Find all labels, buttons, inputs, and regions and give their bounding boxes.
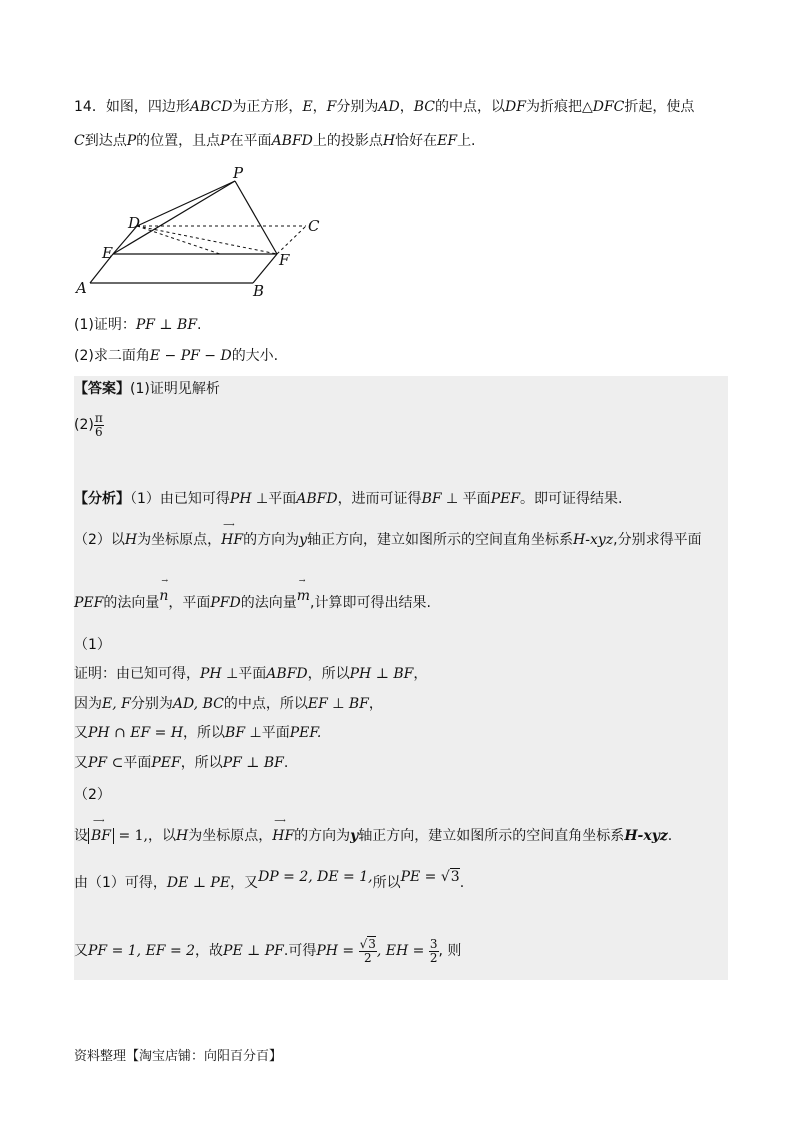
analysis-line-2 [74, 520, 702, 550]
abs-BF [88, 816, 114, 844]
math: PF ⊥ BF [222, 755, 284, 771]
text: 的位置，且点 [136, 133, 221, 149]
edge-FC [277, 226, 306, 254]
math: , EH = [376, 943, 429, 959]
vector-arrow-icon: ⟶ [93, 816, 105, 825]
math: y [350, 828, 359, 844]
math: H [124, 532, 138, 548]
text: ，以 [148, 828, 177, 844]
text: ，又 [230, 875, 259, 891]
text: 上的投影点 [312, 133, 383, 149]
text: 在平面 [229, 133, 272, 149]
text: (1)证明： [74, 317, 136, 333]
analysis-line-3 [74, 576, 431, 613]
footer-text: 资料整理【淘宝店铺：向阳百分百】 [74, 1049, 283, 1064]
text: 为坐标原点， [137, 532, 222, 548]
math: E, F [102, 696, 131, 712]
denominator: 6 [94, 424, 103, 439]
text: 恰好在 [395, 133, 438, 149]
math: PE = [400, 869, 441, 885]
math: BC [413, 99, 435, 115]
math: E [302, 99, 313, 115]
math: ABFD [266, 666, 308, 682]
text: 的法向量 [240, 595, 297, 611]
math: PEF [490, 491, 521, 507]
math: PF ⊂ [88, 755, 124, 771]
problem-line-1 [74, 97, 694, 117]
math: H [382, 133, 396, 149]
text: 的方向为 [243, 532, 300, 548]
math: PH [200, 666, 222, 682]
label-A: A [76, 279, 87, 297]
math: PH = [316, 943, 359, 959]
math: H-xyz [624, 828, 668, 844]
math: H [176, 828, 189, 844]
solution-line-3 [74, 723, 321, 743]
math: HF [221, 532, 244, 548]
solution-part-2-label [74, 785, 111, 805]
text: 为折痕把 [525, 99, 582, 115]
numerator: 3 [429, 936, 438, 951]
text: ,分别求得平面 [613, 532, 702, 548]
solution-part-1-label [74, 635, 111, 655]
label-P: P [233, 164, 244, 182]
math: PF = 1, EF = 2 [88, 943, 196, 959]
math: PE ⊥ PF [223, 943, 284, 959]
denominator: 2 [429, 950, 438, 965]
edge-DP [137, 181, 235, 226]
math: PH ∩ EF = H [88, 725, 184, 741]
vector-arrow-icon: ⟶ [223, 520, 235, 529]
numerator: √3 [359, 936, 376, 951]
vector-m [296, 576, 311, 606]
text: (2) [74, 417, 94, 433]
math: HF [272, 828, 295, 844]
text: 又 [74, 943, 88, 959]
text: 证明：由已知可得， [74, 666, 200, 682]
edge-DH [137, 226, 220, 254]
text: 上. [457, 133, 476, 149]
math: E − PF − D [149, 348, 232, 364]
math: n [159, 588, 169, 604]
math: DP = 2, DE = 1, [258, 869, 373, 885]
text: （1）由已知可得 [130, 491, 230, 507]
vector-arrow-icon: → [298, 576, 306, 585]
vector-n [159, 576, 169, 606]
math: BF [91, 828, 112, 844]
math: PF ⊥ BF [135, 317, 198, 333]
text: 轴正方向，建立如图所示的空间直角坐标系 [307, 532, 573, 548]
solution-line-4 [74, 753, 288, 773]
math: F [326, 99, 337, 115]
math: PFD [210, 595, 241, 611]
text: . [283, 755, 289, 771]
text: .可得 [283, 943, 317, 959]
math: C [74, 133, 85, 149]
text: ⊥平面 [251, 491, 297, 507]
math: PH [229, 491, 252, 507]
text: 。即可证得结果. [520, 491, 623, 507]
math: PH ⊥ BF [349, 666, 414, 682]
math: BF [348, 696, 369, 712]
text: ，所以 [307, 666, 350, 682]
text: 折起，使点 [624, 99, 695, 115]
solution-line-7 [74, 934, 461, 968]
text: 平面 [123, 755, 152, 771]
solution-line-2 [74, 694, 383, 714]
radicand: 3 [450, 869, 460, 885]
math: PEF. [289, 725, 322, 741]
text: 设 [74, 828, 88, 844]
text: 如图，四边形 [105, 99, 190, 115]
vector-arrow-icon: → [161, 576, 169, 585]
text: ，平面 [168, 595, 211, 611]
text: ， [368, 696, 383, 712]
vector-HF [272, 816, 295, 846]
text: （1） [74, 637, 111, 653]
question-1 [74, 315, 202, 335]
text: ⊥平面 [245, 725, 290, 741]
text: ，进而可证得 [337, 491, 422, 507]
label-D: D [128, 214, 141, 232]
problem-number: 14． [74, 99, 106, 115]
text: ， [312, 99, 327, 115]
answer-line-2 [74, 410, 104, 440]
text: 轴正方向，建立如图所示的空间直角坐标系 [358, 828, 625, 844]
fraction-pi-over-6 [94, 412, 104, 439]
text: , 则 [438, 943, 462, 959]
edge-BF [253, 254, 277, 283]
text: 的大小. [231, 348, 279, 364]
vector-arrow-icon: ⟶ [274, 816, 286, 825]
solution-line-1 [74, 664, 427, 684]
math: P [126, 133, 137, 149]
text: (2)求二面角 [74, 348, 150, 364]
math: PEF [151, 755, 181, 771]
math: y [299, 532, 307, 548]
math: AD [378, 99, 400, 115]
answer-tag: 【答案】 [74, 381, 130, 397]
fraction-sqrt3-over-2 [359, 938, 377, 965]
text: 由（1）可得， [74, 875, 167, 891]
text: ，所以 [183, 725, 226, 741]
footer-source [74, 1047, 282, 1067]
math: DF [505, 99, 526, 115]
text: . [197, 317, 202, 333]
answer-line-1 [74, 379, 220, 399]
text: ,计算即可得出结果. [310, 595, 431, 611]
text: . [459, 875, 465, 891]
label-C: C [308, 217, 320, 235]
text: 分别为 [336, 99, 379, 115]
math: ABFD [271, 133, 313, 149]
text: 的方向为 [294, 828, 351, 844]
label-B: B [253, 282, 265, 300]
question-2 [74, 346, 278, 366]
math: m [296, 588, 311, 604]
text: ⊥ [327, 696, 349, 712]
text: 为坐标原点， [188, 828, 273, 844]
text: 的法向量 [103, 595, 160, 611]
text: （2）以 [74, 532, 125, 548]
math: BF [421, 491, 442, 507]
math: AD, BC [172, 696, 224, 712]
denominator: 2 [363, 950, 372, 965]
math: P [220, 133, 230, 149]
vector-HF [221, 520, 244, 550]
math: PEF [74, 595, 104, 611]
analysis-line-1 [74, 489, 623, 509]
text: ，故 [195, 943, 224, 959]
math: = 1, [114, 828, 149, 844]
math: EF [437, 133, 458, 149]
label-E: E [102, 244, 113, 262]
text: ， [399, 99, 414, 115]
text: 因为 [74, 696, 102, 712]
text: 又 [74, 755, 88, 771]
text: 所以 [372, 875, 401, 891]
edge-PF [235, 181, 277, 254]
text: (1)证明见解析 [130, 381, 220, 397]
problem-line-2 [74, 131, 476, 151]
text: 到达点 [84, 133, 127, 149]
text: ⊥平面 [221, 666, 267, 682]
text: 分别为 [130, 696, 173, 712]
text: 的中点，所以 [223, 696, 308, 712]
radicand: 3 [368, 936, 376, 951]
text: （2） [74, 787, 111, 803]
analysis-tag: 【分析】 [74, 491, 130, 507]
math: DE ⊥ PE [166, 875, 231, 891]
sqrt-3: √3 [440, 869, 460, 885]
text: . [667, 828, 673, 844]
math: △DFC [581, 99, 625, 115]
text: 又 [74, 725, 88, 741]
label-F: F [279, 251, 290, 269]
text: 为正方形， [232, 99, 303, 115]
solution-line-6 [74, 869, 465, 893]
math: EF [307, 696, 328, 712]
vector-BF [91, 816, 112, 846]
text: ， [413, 666, 428, 682]
math: BF [225, 725, 246, 741]
math: ABCD [189, 99, 233, 115]
geometry-figure [70, 162, 340, 302]
math: H-xyz [573, 532, 614, 548]
text: ⊥ 平面 [441, 491, 491, 507]
math: ABFD [296, 491, 338, 507]
fraction-3-over-2 [429, 938, 439, 965]
numerator: π [94, 410, 103, 425]
text: ，所以 [180, 755, 223, 771]
solution-line-5 [74, 816, 673, 846]
text: 的中点，以 [435, 99, 505, 115]
